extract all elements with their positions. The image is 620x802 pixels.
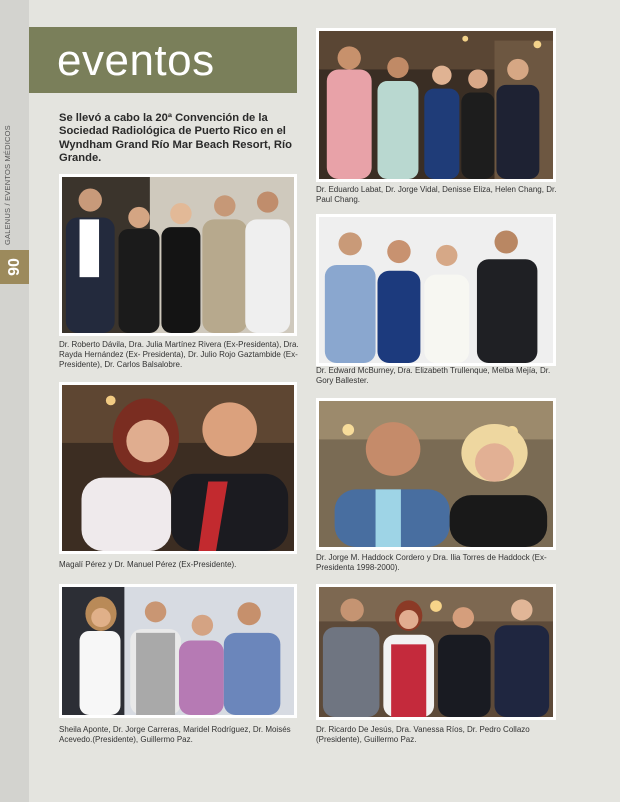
photo-6 (59, 584, 297, 718)
photo-3 (316, 214, 556, 366)
photo-4 (59, 382, 297, 554)
photo-7-caption: Dr. Ricardo De Jesús, Dra. Vanessa Ríos, Dr. Pedro Collazo (Presidente), Guillermo Paz. (316, 725, 530, 744)
photo-6-caption: Sheila Aponte, Dr. Jorge Carreras, Maridel Rodríguez, Dr. Moisés Acevedo.(Presidente), Guillermo Paz. (59, 725, 291, 744)
page-number: 90 (5, 258, 23, 276)
page-number-box (0, 250, 29, 284)
page-title: eventos (57, 36, 215, 85)
photo-5 (316, 398, 556, 550)
intro-text: Se llevó a cabo la 20ª Convención de la Sociedad Radiológica de Puerto Rico en el Wyndham Grand Río Mar Beach Resort, Río Grande. (59, 112, 292, 165)
section-label: GALENUS / EVENTOS MÉDICOS (3, 125, 12, 245)
photo-1-caption: Dr. Eduardo Labat, Dr. Jorge Vidal, Denisse Eliza, Helen Chang, Dr. Paul Chang. (316, 185, 557, 204)
photo-2 (59, 174, 297, 336)
title-banner (29, 27, 297, 93)
photo-3-caption: Dr. Edward McBurney, Dra. Elizabeth Trullenque, Melba Mejía, Dr. Gory Ballester. (316, 366, 551, 385)
photo-7 (316, 584, 556, 720)
photo-2-caption: Dr. Roberto Dávila, Dra. Julia Martínez Rivera (Ex-Presidenta), Dra. Rayda Hernández (Ex- Presidenta), Dr. Julio Rojo Gaztambide (Ex-Presidente), Dr. Carlos Balsalobre. (59, 340, 299, 369)
photo-4-caption: Magalí Pérez y Dr. Manuel Pérez (Ex-Presidente). (59, 560, 237, 569)
photo-5-caption: Dr. Jorge M. Haddock Cordero y Dra. Ilia Torres de Haddock (Ex-Presidenta 1998-2000). (316, 553, 547, 572)
side-strip (0, 0, 29, 802)
photo-1 (316, 28, 556, 182)
